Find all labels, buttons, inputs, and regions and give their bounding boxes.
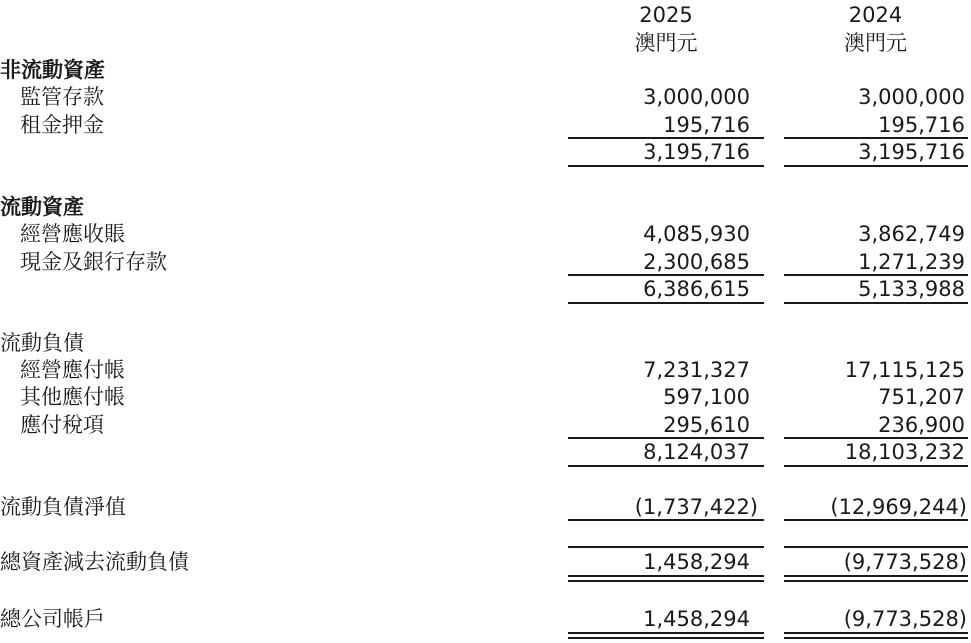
value-2024: 751,207	[878, 385, 965, 409]
value-2025: 7,231,327	[643, 358, 750, 382]
row-label: 其他應付帳	[20, 385, 125, 409]
total-rule	[784, 465, 968, 467]
net-current-liabilities-2025: (1,737,422)	[634, 495, 758, 519]
value-2025: 2,300,685	[643, 250, 750, 274]
row-label: 現金及銀行存款	[20, 250, 167, 274]
double-rule	[568, 575, 764, 582]
value-2025: 4,085,930	[643, 222, 750, 246]
value-2025: 3,000,000	[643, 85, 750, 109]
year-2024-header: 2024	[848, 3, 903, 27]
value-2024: 1,271,239	[858, 250, 965, 274]
total-rule	[784, 302, 968, 304]
total-rule	[784, 165, 968, 167]
currency-2024-header: 澳門元	[844, 31, 907, 55]
head-office-account-2025: 1,458,294	[643, 607, 750, 631]
total-2025: 8,124,037	[643, 440, 750, 464]
double-rule	[784, 575, 968, 582]
total-2025: 3,195,716	[643, 140, 750, 164]
row-label: 租金押金	[20, 113, 104, 137]
row-label: 應付稅項	[20, 413, 104, 437]
total-rule	[568, 165, 764, 167]
value-2024: 3,000,000	[858, 85, 965, 109]
total-assets-less-current-liabilities-label: 總資產減去流動負債	[0, 550, 189, 574]
subtotal-rule	[568, 546, 764, 548]
total-2024: 5,133,988	[858, 277, 965, 301]
section-title-current-assets: 流動資產	[0, 195, 84, 219]
row-label: 監管存款	[20, 85, 104, 109]
head-office-account-2024: (9,773,528)	[843, 607, 967, 631]
total-assets-less-current-liabilities-2025: 1,458,294	[643, 550, 750, 574]
net-current-liabilities-2024: (12,969,244)	[830, 495, 967, 519]
section-title-current-liabilities: 流動負債	[0, 331, 84, 355]
value-2024: 17,115,125	[844, 358, 965, 382]
currency-2025-header: 澳門元	[634, 31, 698, 55]
value-2024: 195,716	[878, 113, 965, 137]
value-2025: 597,100	[663, 385, 750, 409]
value-2025: 195,716	[663, 113, 750, 137]
subtotal-rule	[784, 546, 968, 548]
head-office-account-label: 總公司帳戶	[0, 607, 105, 631]
total-2024: 18,103,232	[844, 440, 965, 464]
year-2025-header: 2025	[639, 3, 693, 27]
value-2024: 3,862,749	[858, 222, 965, 246]
double-rule	[568, 632, 764, 639]
section-title-non-current-assets: 非流動資產	[0, 58, 105, 82]
row-label: 經營應付帳	[20, 358, 125, 382]
total-rule	[784, 519, 968, 521]
net-current-liabilities-label: 流動負債淨值	[0, 495, 126, 519]
total-2025: 6,386,615	[643, 277, 750, 301]
double-rule	[784, 632, 968, 639]
value-2024: 236,900	[878, 413, 965, 437]
total-assets-less-current-liabilities-2024: (9,773,528)	[843, 550, 967, 574]
total-2024: 3,195,716	[858, 140, 965, 164]
total-rule	[568, 302, 764, 304]
total-rule	[568, 465, 764, 467]
value-2025: 295,610	[663, 413, 750, 437]
total-rule	[568, 519, 764, 521]
row-label: 經營應收賬	[20, 222, 125, 246]
